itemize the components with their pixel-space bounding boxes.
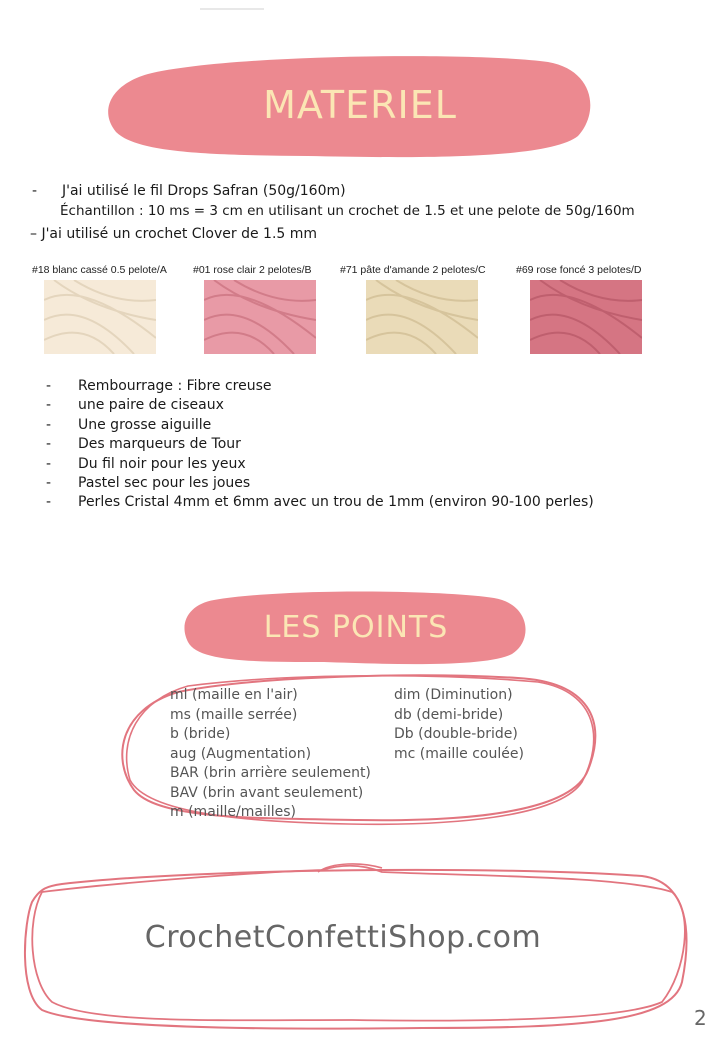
yarn-swatch-d <box>530 280 642 354</box>
supply-item: - Des marqueurs de Tour <box>46 435 594 454</box>
materiel-line-1b: Échantillon : 10 ms = 3 cm en utilisant un crochet de 1.5 et une pelote de 50g/160m <box>60 203 635 219</box>
footer-website[interactable]: CrochetConfettiShop.com <box>144 920 542 955</box>
point-abbrev: BAR (brin arrière seulement) <box>170 765 371 781</box>
point-abbrev: Db (double-bride) <box>394 726 518 742</box>
yarn-swatch-c <box>366 280 478 354</box>
yarn-label-d: #69 rose foncé 3 pelotes/D <box>516 264 642 276</box>
yarn-label-c: #71 pâte d'amande 2 pelotes/C <box>340 264 486 276</box>
supply-item: - Une grosse aiguille <box>46 416 594 435</box>
point-abbrev: ms (maille serrée) <box>170 706 298 723</box>
point-abbrev: db (demi-bride) <box>394 706 504 723</box>
supply-item: - Perles Cristal 4mm et 6mm avec un trou de 1mm (environ 90-100 perles) <box>46 493 594 512</box>
yarn-label-a: #18 blanc cassé 0.5 pelote/A <box>32 264 167 276</box>
materiel-line-1-text: J'ai utilisé le fil Drops Safran (50g/160m) <box>62 183 346 199</box>
points-title: LES POINTS <box>263 610 449 645</box>
point-abbrev: aug (Augmentation) <box>170 745 312 762</box>
supply-item: - Pastel sec pour les joues <box>46 474 594 493</box>
point-abbrev: dim (Diminution) <box>394 687 513 703</box>
point-abbrev: BAV (brin avant seulement) <box>170 784 364 801</box>
page-number: 2 <box>694 1006 707 1030</box>
materiel-title: MATERIEL <box>263 83 457 127</box>
points-right-column <box>394 686 524 764</box>
materiel-line-2: – J'ai utilisé un crochet Clover de 1.5 mm <box>30 226 318 242</box>
points-left-column <box>170 686 371 823</box>
yarn-swatch-b <box>204 280 316 354</box>
supply-item: - Rembourrage : Fibre creuse <box>46 377 594 396</box>
top-divider <box>200 8 264 10</box>
point-abbrev: mc (maille coulée) <box>394 745 524 762</box>
supplies-list <box>46 377 594 513</box>
point-abbrev: m (maille/mailles) <box>170 804 297 820</box>
yarn-swatch-a <box>44 280 156 354</box>
point-abbrev: ml (maille en l'air) <box>170 687 298 703</box>
yarn-label-b: #01 rose clair 2 pelotes/B <box>193 264 312 276</box>
supply-item: - Du fil noir pour les yeux <box>46 455 594 474</box>
supply-item: - une paire de ciseaux <box>46 396 594 415</box>
point-abbrev: b (bride) <box>170 726 231 742</box>
